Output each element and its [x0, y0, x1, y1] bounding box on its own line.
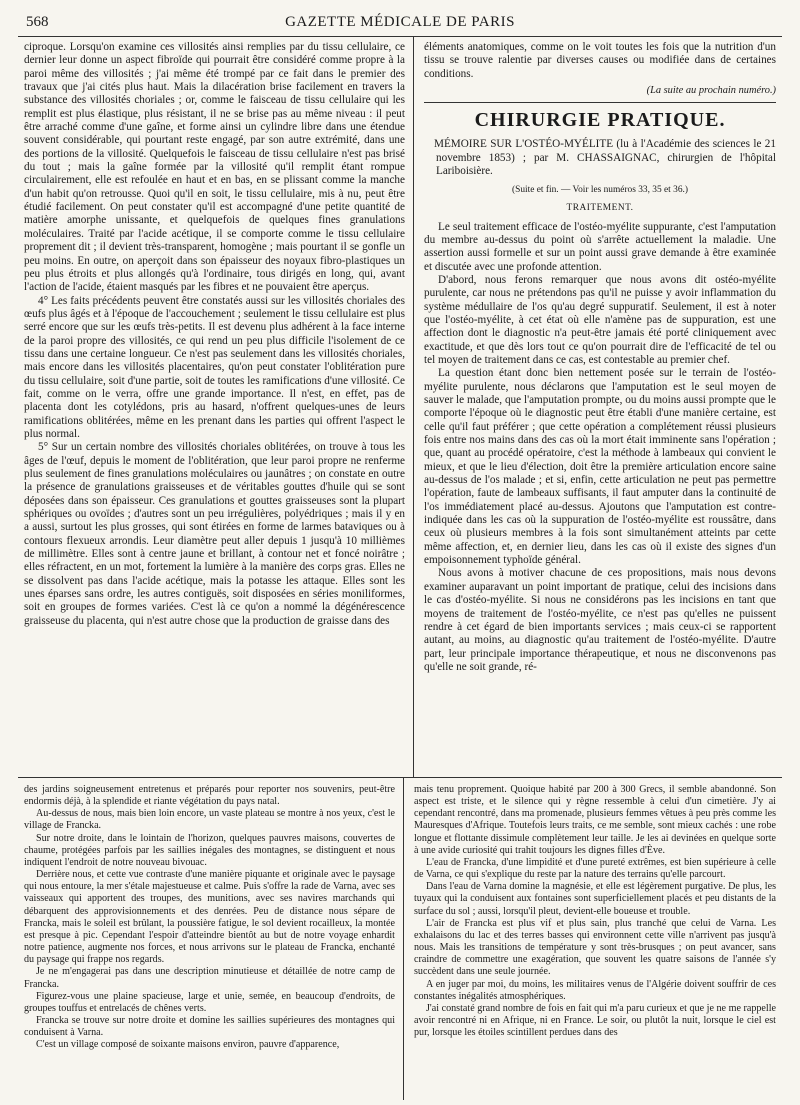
paragraph: Le seul traitement efficace de l'ostéo-myélite suppurante, c'est l'amputation du membre au-dessus du point où s'arrête actuellement la maladie. Une assertion aussi formelle et sur un point aussi grave demande à être examinée et discutée avec une profonde attention. [424, 220, 776, 273]
paragraph: 4° Les faits précédents peuvent être constatés aussi sur les villosités choriales des œufs plus âgés et à l'époque de l'accouchement ; seulement le tissu cellulaire est plus serré encore que sur les œufs très-petits. Il est devenu plus adhérent à la face interne de la paroi propre des villosités, ce qui rend un peu plus difficile l'isolement de ce tissu dans une certaine longueur. Ce n'est pas seulement dans les villosités choriales, mais encore dans les villosités placentaires, qu'on peut constater l'oblitération pure du tissu cellulaire, soit d'une partie, soit de toutes les ramifications d'une villosité. Ce fait, comme on le verra, offre une grande importance. Il n'est, en effet, pas de placenta dont les cotylédons, pris au hasard, n'offrent quelques-unes de leurs ramifications oblitérées, même en les prenant dans les parties qui offrent l'aspect le plus normal. [24, 294, 405, 440]
paragraph: L'air de Francka est plus vif et plus sain, plus tranché que celui de Varna. Les exhalaisons du lac et des terres basses qui environnent cette ville n'arrivent pas jusqu'à nous. Mais les transitions de température y sont très-brusques ; on peut avancer, sans craindre de commettre une exagération, que souvent les quatre saisons de l'année s'y succèdent dans une seule journée. [414, 917, 776, 978]
paragraph: Nous avons à motiver chacune de ces propositions, mais nous devons examiner auparavant un point important de pratique, celui des incisions dans le cas d'ostéo-myélite. Si nous ne considérons pas les incisions en tant que moyens de traitement de l'ostéo-myélite, ce n'est pas qu'elles ne puissent rendre à cet égard de bien importants services ; mais ceux-ci se rapportent autant, au moins, au diagnostic qu'au traitement de l'ostéo-myélite. D'autre part, leur principale importance thérapeutique, et nous ne disconvenons pas qu'elle ne soit grande, ré- [424, 567, 776, 673]
paragraph: J'ai constaté grand nombre de fois en fait qui m'a paru curieux et que je ne me rappelle avoir rencontré ni en Afrique, ni en France. Le soir, ou plutôt la nuit, lorsque le ciel est pur, lorsque les étoiles scintillent perdues dans des [414, 1002, 776, 1039]
lower-left-column [18, 778, 404, 1100]
paragraph: La question étant donc bien nettement posée sur le terrain de l'ostéo-myélite purulente, nous déclarons que l'amputation est le seul moyen de sauver le malade, que l'amputation prompte, ou du moins aussi prompte que le comporte l'époque où le diagnostic peut être établi d'une manière certaine, est celle qu'il faut préférer ; que cette opération a complétement réussi plusieurs fois entre nos mains dans des cas où la mort était imminente sans l'opération ; que, quant au procédé opératoire, c'est la méthode à lambeaux qui convient le mieux, et que le lieu d'élection, doit être la première articulation encore saine au-dessus de l'os malade ; et si, enfin, cette articulation ne peut pas permettre l'opération, faute de lambeaux suffisants, il faut amputer dans la continuité de l'os immédiatement placé au-dessus. Ajoutons que l'amputation est contre-indiquée dans les cas où la suppuration de l'ostéo-myélite est roussâtre, dans ceux où plusieurs membres à la fois sont simultanément atteints par cette même affection, et, en dernier lieu, dans les cas où il existe des signes d'un empoisonnement typhoïde général. [424, 367, 776, 567]
memoir-heading: MÉMOIRE SUR L'OSTÉO-MYÉLITE (lu à l'Académie des sciences le 21 novembre 1853) ; par M. CHASSAIGNAC, chirurgien de l'hôpital Lariboisière. [434, 138, 776, 178]
subheading: TRAITEMENT. [566, 202, 634, 213]
lower-section [18, 778, 782, 1100]
paragraph: Je ne m'engagerai pas dans une description minutieuse et détaillée de notre camp de Francka. [24, 966, 395, 990]
lower-right-column [404, 778, 782, 1100]
paragraph: Sur notre droite, dans le lointain de l'horizon, quelques pauvres maisons, couvertes de chaume, protégées parfois par les saillies inégales des montagnes, se distinguent et nous indiquent l'endroit de notre nouveau bivouac. [24, 832, 395, 868]
to-be-continued-note: (La suite au prochain numéro.) [646, 85, 776, 97]
page-number: 568 [26, 14, 49, 30]
paragraph: ciproque. Lorsqu'on examine ces villosités ainsi remplies par du tissu cellulaire, ce dernier leur donne un aspect fibroïde qui pourrait être considéré comme propre à la paroi même des villosités ; j'ai même été trompé par ce fait dans le premier des travaux que j'ai cités plus haut. Mais la dilacération brise facilement en travers la substance des villosités choriales ; or, comme le faisceau de tissu cellulaire qui les remplit est plus élastique, plus résistant, il ne se brise pas au même niveau : il peut être arraché comme d'une gaîne, et forme ainsi un cylindre libre dans une étendue souvent considérable, qui pourtant reste engagé, par son autre extrémité, dans une des portions de la villosité. Quelquefois le faisceau de tissu cellulaire n'est pas brisé du tout ; mais la gaîne formée par la villosité qu'il remplit étant rompue circulairement, elle est refoulée en haut et en bas, en se plissant comme la manche d'un habit qu'on retrousse. Quoi qu'il en soit, le tissu cellulaire, mis à nu, peut être étudié facilement. On peut constater qu'il est accompagné d'une petite quantité de matière amorphe unissante, et quelquefois de quelques fines granulations moléculaires. Traité par l'acide acétique, il se comporte comme le tissu cellulaire proprement dit ; il devient très-transparent, homogène ; mais pourtant il se gonfle un peu moins. En outre, on aperçoit dans son épaisseur des noyaux fibro-plastiques un peu plus étroits et plus allongés qu'à l'ordinaire, tous dirigés en long, qui, avant l'action de l'acide, étaient masqués par les fibres et ne pouvaient être aperçus. [24, 41, 405, 294]
paragraph: L'eau de Francka, d'une limpidité et d'une pureté extrêmes, est bien supérieure à celle de Varna, ce qui s'explique du reste par la nature des terrains qu'elle parcourt. [414, 856, 776, 881]
paragraph: 5° Sur un certain nombre des villosités choriales oblitérées, on trouve à tous les âges de l'œuf, depuis le moment de l'oblitération, que leur paroi propre ne renferme plus seulement de fines granulations moléculaires ou jaunâtres ; on constate en outre la présence de granulations graisseuses et de véritables gouttes d'huile qui se sont déposées dans son épaisseur. Ces granulations et gouttes graisseuses sont la plupart sphériques ou ovoïdes ; d'autres sont un peu irrégulières, polyédriques ; mais il y en a aussi, surtout les plus grosses, qui sont étirées en forme de larmes bataviques ou à contours flexueux arrondis. Leur diamètre peut aller depuis 1 jusqu'à 10 millièmes de millimètre. Elles sont à centre jaune et brillant, à contour net et foncé noirâtre ; elles réfractent, en un mot, fortement la lumière à la manière des corps gras. Elles ne se dissolvent pas dans l'acide acétique, mais la potasse les attaque. Elles sont les unes éparses sans ordre, les autres contiguës, soit disposées en séries moniliformes, soit en groupes de formes variées. C'est là ce qu'on a nommé la dégénérescence graisseuse du placenta, qui n'est autre chose que la production de graisse dans des [24, 441, 405, 627]
paragraph: Derrière nous, et cette vue contraste d'une manière piquante et originale avec le paysage qui nous entoure, la mer s'étale majestueuse et calme. Puis s'offre la rade de Varna, avec ses vaisseaux qui apportent des troupes, des munitions, avec ses navires marchands qui débarquent des approvisionnements et des denrées. Peu de distance nous sépare de Francka, mais le soleil est brûlant, la poussière fatigue, le sol devient rocailleux, la montée est presque à pic. Cependant l'espoir d'atteindre bientôt au but de notre voyage enhardit notre patience, augmente nos forces, et nous arrivons sur le plateau de Francka, enchanté du paysage qui frappe nos regards. [24, 869, 395, 966]
section-divider [424, 102, 776, 103]
paragraph: Figurez-vous une plaine spacieuse, large et unie, semée, en beaucoup d'endroits, de groupes touffus et entrelacés de chênes verts. [24, 990, 395, 1014]
paragraph: Dans l'eau de Varna domine la magnésie, et elle est légèrement purgative. De plus, les tuyaux qui la conduisent aux fontaines sont superficiellement placés et peu distants de la surface du sol ; aussi, lorsqu'il pleut, devient-elle boueuse et trouble. [414, 881, 776, 917]
page-header [18, 10, 782, 37]
section-title: CHIRURGIE PRATIQUE. [474, 109, 726, 132]
lead-paragraph: éléments anatomiques, comme on le voit toutes les fois que la nutrition d'un tissu se trouve ralentie par diverses causes ou modifiée dans de certaines conditions. [424, 41, 776, 80]
paragraph: D'abord, nous ferons remarquer que nous avons dit ostéo-myélite purulente, car nous ne prétendons pas qu'il ne puisse y avoir inflammation du système médullaire de l'os qu'au degré suppuratif. Seulement, il est à noter que l'ostéo-myélite, à cet état où elle n'amène pas de suppuration, est une affection dont le diagnostic n'a peut-être jamais été porté cliniquement avec exactitude, et que dès lors tout ce qu'on pourrait dire de l'efficacité de tel ou tel moyen de traitement dans ce cas, est contestable au premier chef. [424, 273, 776, 366]
upper-right-column [414, 37, 782, 777]
continuation-note: (Suite et fin. — Voir les numéros 33, 35 et 36.) [512, 184, 688, 195]
upper-left-column [18, 37, 414, 777]
paragraph: mais tenu proprement. Quoique habité par 200 à 300 Grecs, il semble abandonné. Son aspect est triste, et le silence qui y règne ressemble à celui d'un cimetière. J'y ai cependant rencontré, dans ma promenade, plusieurs femmes vêtues à peu près comme les Mauresques d'Afrique. Toutefois leurs traits, ce me semble, sont mieux cachés : une robe longue et flottante dissimule complètement leur taille. Je les ai devinées en quelque sorte à une avide curiosité qui trahit toujours les dignes filles d'Ève. [414, 784, 776, 856]
paragraph: Au-dessus de nous, mais bien loin encore, un vaste plateau se montre à nos yeux, c'est le village de Francka. [24, 808, 395, 832]
journal-title: GAZETTE MÉDICALE DE PARIS [285, 14, 515, 30]
paragraph: des jardins soigneusement entretenus et préparés pour reporter nos souvenirs, peut-être endormis déjà, à la splendide et riante végétation du pays natal. [24, 784, 395, 808]
paragraph: A en juger par moi, du moins, les militaires venus de l'Algérie doivent souffrir de ces constantes inégalités atmosphériques. [414, 978, 776, 1002]
paragraph: Francka se trouve sur notre droite et domine les saillies supérieures des montagnes qui conduisent à Varna. [24, 1014, 395, 1039]
upper-section [18, 37, 782, 778]
paragraph: C'est un village composé de soixante maisons environ, pauvre d'apparence, [36, 1039, 340, 1051]
